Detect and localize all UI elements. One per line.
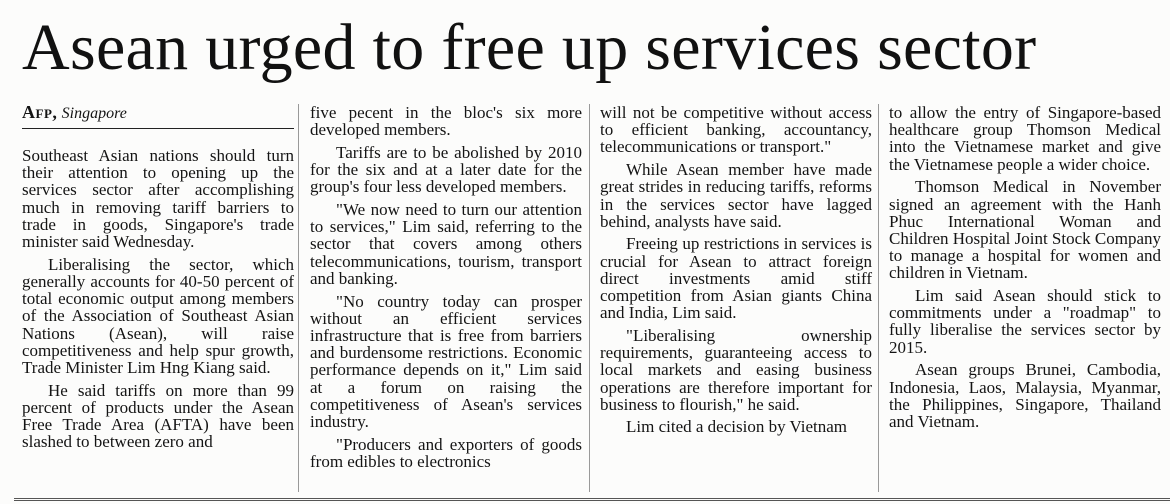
- column-divider: [589, 104, 590, 492]
- paragraph: "We now need to turn our attention to services," Lim said, referring to the sector that covers among others telecommunications, tourism, transport and banking.: [310, 200, 582, 288]
- paragraph: Lim cited a decision by Vietnam: [626, 417, 848, 437]
- byline: [22, 104, 294, 129]
- article-column-3: [600, 104, 872, 441]
- paragraph: Liberalising the sector, which generally accounts for 40-50 percent of total economic output among members of the Association of Southeast Asian Nations (Asean), will raise competitiveness and help spur growth, Trade Minister Lim Hng Kiang said.: [22, 254, 294, 377]
- paragraph: "No country today can prosper without an efficient services infrastructure that is free from barriers and burdensome restrictions. Economic performance depends on it," Lim said at a forum on raising the competitiveness of Asean's services industry.: [310, 291, 582, 431]
- paragraph: "Producers and exporters of goods from edibles to electronics: [310, 434, 582, 471]
- paragraph: Asean groups Brunei, Cambodia, Indonesia, Laos, Malaysia, Myanmar, the Philippines, Singapore, Thailand and Vietnam.: [889, 360, 1161, 431]
- paragraph: Lim said Asean should stick to commitments under a "roadmap" to fully liberalise the services sector by 2015.: [889, 286, 1161, 357]
- paragraph: Thomson Medical in November signed an agreement with the Hanh Phuc International Woman and Children Hospital Joint Stock Company to manage a hospital for women and children in Vietnam.: [889, 177, 1161, 283]
- article-column-2: [310, 104, 582, 476]
- paragraph: He said tariffs on more than 99 percent of products under the Asean Free Trade Area (AFTA) have been slashed to between zero and: [22, 380, 294, 452]
- headline: Asean urged to free up services sector: [22, 11, 1037, 84]
- column-divider: [298, 104, 299, 492]
- paragraph: Tariffs are to be abolished by 2010 for the six and at a later date for the group's four less developed members.: [310, 142, 582, 197]
- paragraph: five pecent in the bloc's six more developed members.: [310, 103, 582, 140]
- paragraph: Southeast Asian nations should turn their attention to opening up the services sector after accomplishing much in removing tariff barriers to trade in goods, Singapore's trade minister said Wednesday.: [22, 146, 294, 252]
- byline-location: Singapore: [61, 105, 127, 122]
- paragraph: While Asean member have made great strides in reducing tariffs, reforms in the services sector have lagged behind, analysts have said.: [600, 160, 872, 231]
- paragraph: "Liberalising ownership requirements, guaranteeing access to local markets and easing business operations are therefore important for business to flourish," he said.: [600, 325, 872, 414]
- bottom-rule: [14, 498, 1170, 501]
- article-column-4: [889, 104, 1161, 436]
- byline-agency: Afp,: [22, 102, 58, 122]
- article-column-1: [22, 104, 294, 456]
- paragraph: will not be competitive without access to efficient banking, accountancy, telecommunications or transport.": [600, 103, 872, 157]
- column-divider: [878, 104, 879, 492]
- paragraph: to allow the entry of Singapore-based healthcare group Thomson Medical into the Vietnamese market and give the Vietnamese people a wider choice.: [889, 103, 1161, 174]
- paragraph: Freeing up restrictions in services is crucial for Asean to attract foreign direct investments amid stiff competition from Asian giants China and India, Lim said.: [600, 234, 872, 323]
